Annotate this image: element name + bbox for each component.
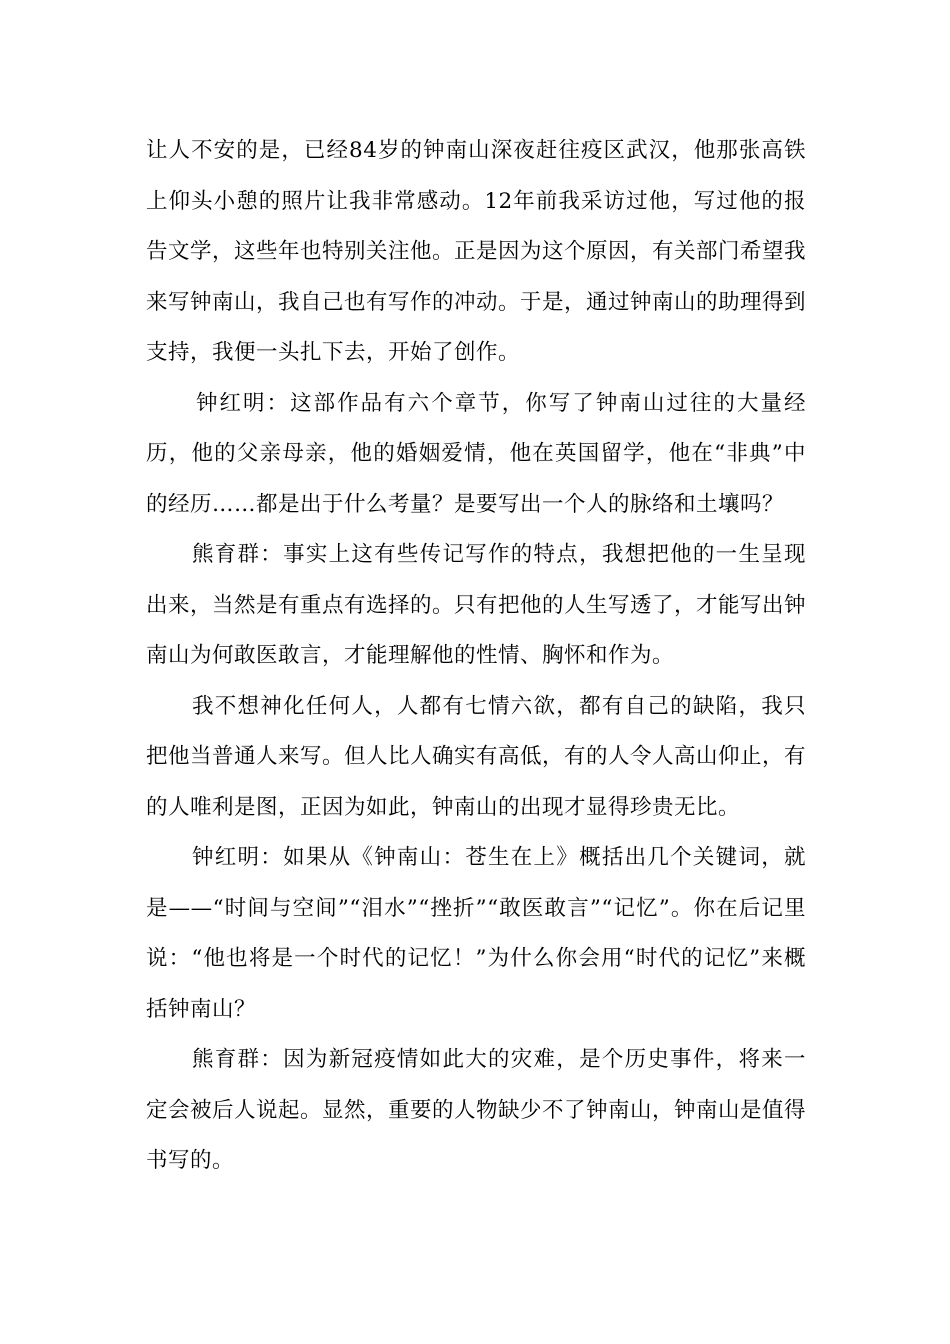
paragraph-question-1: 钟红明：这部作品有六个章节，你写了钟南山过往的大量经历，他的父亲母亲，他的婚姻爱情，他在英国留学，他在“非典”中的经历……都是出于什么考量？是要写出一个人的脉络和土壤吗？	[146, 390, 806, 517]
paragraph-continuation: 让人不安的是，已经84岁的钟南山深夜赶往疫区武汉，他那张高铁上仰头小憩的照片让我非常感动。12年前我采访过他，写过他的报告文学，这些年也特别关注他。正是因为这个原因，有关部门希望我来写钟南山，我自己也有写作的冲动。于是，通过钟南山的助理得到支持，我便一头扎下去，开始了创作。	[146, 138, 807, 365]
paragraph-answer-1: 熊育群：事实上这有些传记写作的特点，我想把他的一生呈现出来，当然是有重点有选择的。只有把他的人生写透了，才能写出钟南山为何敢医敢言，才能理解他的性情、胸怀和作为。	[146, 542, 807, 668]
article-body	[146, 126, 806, 1187]
paragraph-question-2: 钟红明：如果从《钟南山：苍生在上》概括出几个关键词，就是——“时间与空间”“泪水”“挫折”“敢医敢言”“记忆”。你在后记里说：“他也将是一个时代的记忆！”为什么你会用“时代的记忆”来概括钟南山？	[146, 845, 806, 1022]
paragraph-answer-1-cont: 我不想神化任何人，人都有七情六欲，都有自己的缺陷，我只把他当普通人来写。但人比人确实有高低，有的人令人高山仰止，有的人唯利是图，正因为如此，钟南山的出现才显得珍贵无比。	[146, 693, 807, 820]
paragraph-answer-2: 熊育群：因为新冠疫情如此大的灾难，是个历史事件，将来一定会被后人说起。显然，重要的人物缺少不了钟南山，钟南山是值得书写的。	[146, 1047, 807, 1173]
